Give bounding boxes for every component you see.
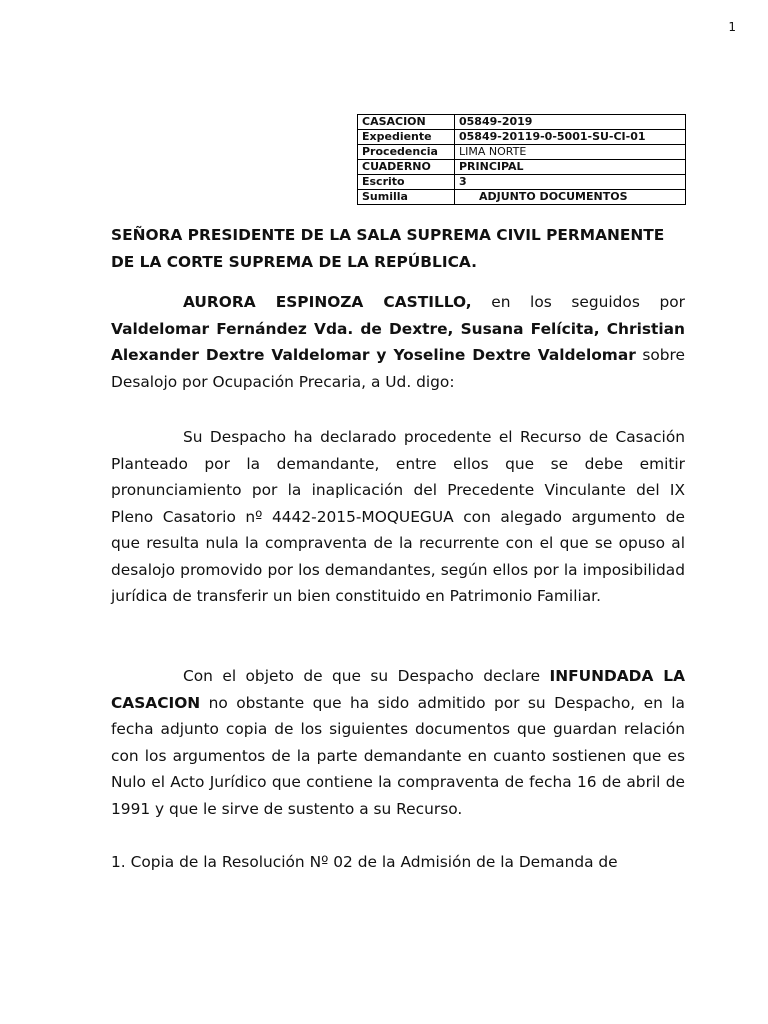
request-text-2: no obstante que ha sido admitido por su Despacho, en la fecha adjunto copia de los siguientes documentos que guardan relación con los argumentos de la parte demandante en cuanto sostienen que es Nulo el Acto Jurídico que contiene la compraventa de fecha 16 de abril de 1991 y que le sirve de sustento a su Recurso. [111,693,685,818]
case-value-expediente: 05849-20119-0-5001-SU-CI-01 [455,130,686,145]
request-text-1: Con el objeto de que su Despacho declare [183,667,550,685]
case-label-casacion: CASACION [358,115,455,130]
addressee-heading: SEÑORA PRESIDENTE DE LA SALA SUPREMA CIVIL PERMANENTE DE LA CORTE SUPREMA DE LA REPÚBLICA. [111,226,665,271]
intro-text-1: en los seguidos por [471,293,685,311]
case-value-sumilla: ADJUNTO DOCUMENTOS [455,190,686,205]
case-row-sumilla [358,190,686,205]
case-row-cuaderno [358,160,686,175]
request-bold: INFUNDADA LA CASACION [111,667,685,712]
case-value-casacion: 05849-2019 [455,115,686,130]
list-item-1-text: 1. Copia de la Resolución Nº 02 de la Admisión de la Demanda de [111,853,618,871]
case-label-sumilla: Sumilla [358,190,455,205]
paragraph-casacion [111,424,685,610]
paragraph-request [111,663,685,822]
case-value-cuaderno: PRINCIPAL [455,160,686,175]
page-number: 1 [728,20,736,34]
case-row-casacion [358,115,686,130]
case-label-escrito: Escrito [358,175,455,190]
petitioner-name: AURORA ESPINOZA CASTILLO, [183,293,472,311]
case-row-expediente [358,130,686,145]
defendant-parties: Valdelomar Fernández Vda. de Dextre, Susana Felícita, Christian Alexander Dextre Valdelomar y Yoseline Dextre Valdelomar [111,319,685,364]
case-row-escrito [358,175,686,190]
paragraph-casacion-text: Su Despacho ha declarado procedente el Recurso de Casación Planteado por la demandante, entre ellos que se debe emitir pronunciamiento por la inaplicación del Precedente Vinculante del IX Pleno Casatorio nº 4442-2015-MOQUEGUA con alegado argumento de que resulta nula la compraventa de la recurrente con el que se opuso al desalojo promovido por los demandantes, según ellos por la imposibilidad jurídica de transferir un bien constituido en Patrimonio Familiar. [111,428,685,605]
list-item [111,849,685,876]
case-label-cuaderno: CUADERNO [358,160,455,175]
case-info-table [357,114,686,205]
case-row-procedencia [358,145,686,160]
case-value-escrito: 3 [455,175,686,190]
intro-text-2: sobre Desalojo por Ocupación Precaria, a Ud. digo: [111,346,685,391]
case-label-procedencia: Procedencia [358,145,455,160]
case-label-expediente: Expediente [358,130,455,145]
case-value-procedencia: LIMA NORTE [455,145,686,160]
intro-paragraph [111,289,685,395]
